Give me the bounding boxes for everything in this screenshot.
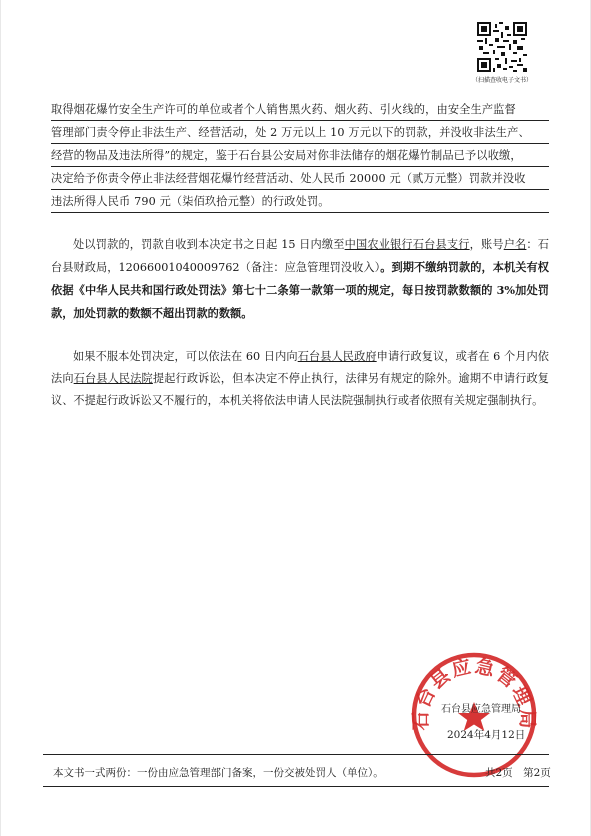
- paragraph-line: 管理部门责令停止非法生产、经营活动，处 2 万元以上 10 万元以下的罚款，并没收非法生产、: [51, 122, 549, 144]
- signature-org: 石台县应急管理局: [441, 704, 521, 715]
- qr-block: [467, 22, 537, 84]
- county-government: 石台县人民政府: [297, 350, 377, 363]
- paragraph-payment: 处以罚款的，罚款自收到本决定书之日起 15 日内缴至中国农业银行石台县支行，账号户名：石台县财政局，12066001040009762（备注：应急管理罚没收入）。到期不缴纳罚款的，本机关有权依据《中华人民共和国行政处罚法》第七十二条第一款第一项的规定，每日按罚款数额的 3%加处罚款，加处罚款的数额不超出罚款的数额。: [51, 238, 549, 320]
- signature-date: 2024年4月12日: [447, 729, 526, 741]
- footer-divider-top: [43, 754, 549, 755]
- paragraph-line: 违法所得人民币 790 元（柒佰玖拾元整）的行政处罚。: [51, 191, 549, 213]
- account-name-label: 户名: [503, 238, 527, 251]
- paragraph-line: 取得烟花爆竹安全生产许可的单位或者个人销售黑火药、烟火药、引火线的，由安全生产监督: [51, 99, 549, 121]
- page-number: 共2页 第2页: [485, 767, 551, 779]
- paragraph-appeal: 如果不服本处罚决定，可以依法在 60 日内向石台县人民政府申请行政复议，或者在 6 个月内依法向石台县人民法院提起行政诉讼，但本决定不停止执行，法律另有规定的除外。逾期不申请行政复议、不提起行政诉讼又不履行的，本机关将依法申请人民法院强制执行或者依照有关规定强制执行。: [51, 350, 549, 407]
- official-seal-icon: [409, 650, 539, 780]
- paragraph-legal-basis: [51, 99, 549, 214]
- footer-note: 本文书一式两份：一份由应急管理部门备案，一份交被处罚人（单位）。: [53, 767, 384, 779]
- qr-caption: （扫描查收电子文书）: [471, 77, 532, 84]
- late-payment-clause: 。到期不缴纳罚款的，本机关有权依据《中华人民共和国行政处罚法》第七十二条第一款第一项的规定，每日按罚款数额的 3%加处罚款，加处罚款的数额不超出罚款的数额。: [51, 260, 549, 320]
- paragraph-line: 经营的物品及违法所得”的规定，鉴于石台县公安局对你非法储存的烟花爆竹制品已予以收缴，: [51, 145, 549, 167]
- footer-divider-bottom: [43, 786, 549, 787]
- seal-text: 石台县应急管理局: [409, 655, 539, 731]
- bank-name: 中国农业银行石台县支行: [344, 238, 470, 251]
- qr-code-icon: [477, 22, 527, 72]
- paragraph-line: 决定给予你责令停止非法经营烟花爆竹经营活动、处人民币 20000 元（贰万元整）罚款并没收: [51, 168, 549, 190]
- county-court: 石台县人民法院: [73, 372, 153, 385]
